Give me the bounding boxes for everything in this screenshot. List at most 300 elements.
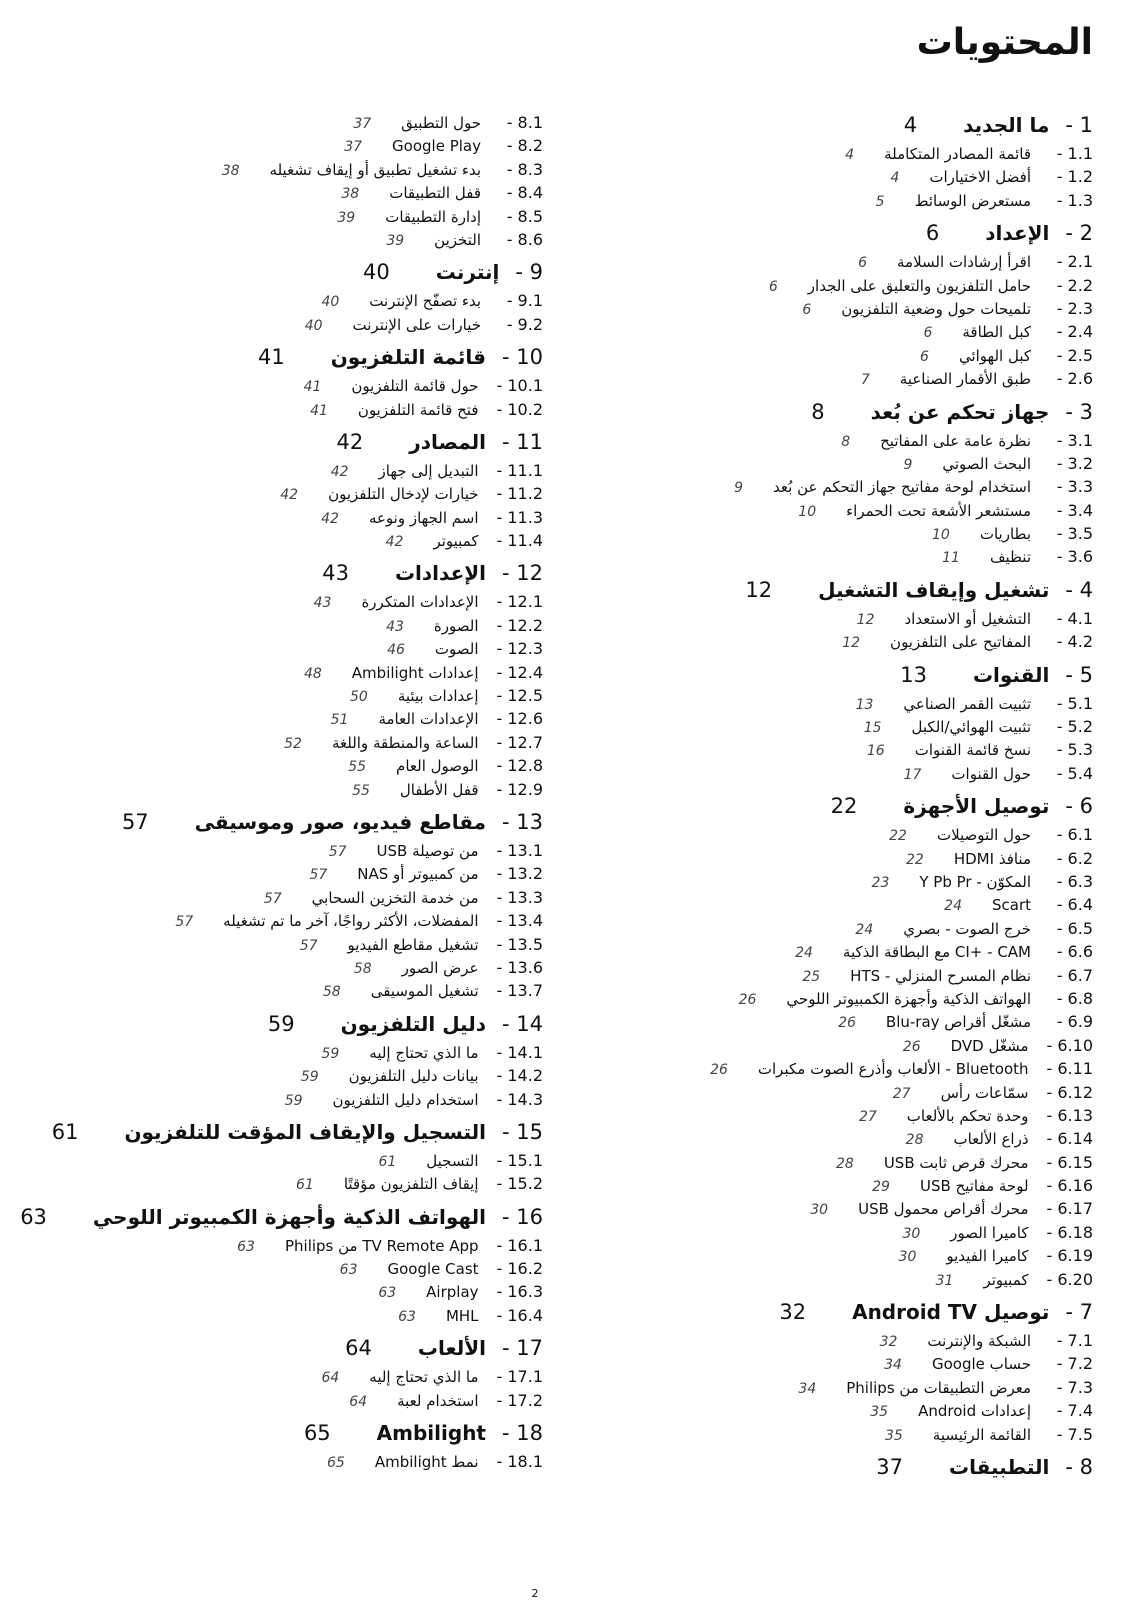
entry-page-number: 25 — [802, 968, 821, 985]
toc-column-right — [710, 113, 1093, 1486]
toc-section-entry[interactable] — [710, 393, 1093, 431]
entry-number: 8.3 - — [506, 159, 543, 179]
entry-number: 6.14 - — [1046, 1129, 1093, 1149]
toc-entry[interactable] — [20, 864, 543, 887]
entry-number: 17.1 - — [496, 1367, 543, 1387]
toc-entry[interactable] — [20, 1282, 543, 1305]
toc-entry[interactable] — [710, 895, 1093, 918]
toc-column-left — [20, 113, 543, 1475]
toc-entry[interactable] — [710, 1012, 1093, 1035]
section-page-number: 42 — [336, 429, 364, 454]
toc-entry[interactable] — [710, 322, 1093, 345]
entry-page-number: 23 — [871, 874, 890, 891]
toc-entry[interactable] — [20, 1090, 543, 1113]
entry-title: وحدة تحكم بالألعاب — [906, 1106, 1029, 1125]
section-page-number: 40 — [362, 260, 390, 285]
entry-title: Scart — [991, 896, 1031, 915]
entry-number: 9.1 - — [506, 291, 543, 311]
toc-entry[interactable] — [20, 484, 543, 507]
entry-title: CI+ - CAM مع البطاقة الذكية — [842, 943, 1031, 962]
entry-page-number: 38 — [341, 186, 360, 203]
toc-entry[interactable] — [710, 252, 1093, 275]
toc-entry[interactable] — [20, 1452, 543, 1475]
entry-page-number: 7 — [860, 372, 870, 389]
entry-page-number: 16 — [866, 743, 885, 760]
toc-entry[interactable] — [710, 1425, 1093, 1448]
entry-title: المكوّن - Y Pb Pr — [919, 872, 1031, 891]
entry-page-number: 30 — [902, 1225, 921, 1242]
toc-entry[interactable] — [710, 1059, 1093, 1082]
entry-page-number: 10 — [798, 503, 817, 520]
entry-page-number: 57 — [299, 937, 318, 954]
section-page-number: 6 — [925, 221, 940, 246]
section-number: 2 - — [1065, 221, 1093, 246]
entry-title: Airplay — [426, 1283, 479, 1302]
entry-page-number: 43 — [386, 618, 404, 635]
section-title: الإعداد — [985, 221, 1050, 246]
entry-number: 6.1 - — [1056, 825, 1093, 845]
toc-entry[interactable] — [20, 911, 543, 934]
section-title: التطبيقات — [949, 1454, 1050, 1479]
toc-entry[interactable] — [710, 966, 1093, 989]
entry-number: 10.2 - — [496, 399, 543, 419]
entry-title: أفضل الاختيارات — [929, 168, 1031, 187]
toc-entry[interactable] — [710, 276, 1093, 299]
toc-entry[interactable] — [20, 508, 543, 531]
entry-page-number: 26 — [838, 1015, 856, 1032]
toc-entry[interactable] — [710, 849, 1093, 872]
toc-entry[interactable] — [20, 113, 543, 136]
toc-entry[interactable] — [710, 454, 1093, 477]
entry-page-number: 34 — [798, 1380, 817, 1397]
toc-entry[interactable] — [710, 369, 1093, 392]
toc-section — [20, 113, 543, 253]
toc-section-entry[interactable] — [20, 338, 543, 376]
toc-entry[interactable] — [710, 717, 1093, 740]
toc-entry[interactable] — [710, 144, 1093, 167]
toc-entry[interactable] — [20, 780, 543, 803]
toc-section — [20, 554, 543, 803]
entry-title: Google Cast — [387, 1260, 479, 1279]
toc-entry[interactable] — [710, 764, 1093, 787]
entry-page-number: 30 — [898, 1249, 917, 1266]
entry-title: مشغّل DVD — [950, 1036, 1029, 1055]
entry-page-number: 22 — [889, 828, 907, 845]
entry-title: الصورة — [433, 616, 479, 635]
entry-page-number: 61 — [378, 1153, 397, 1170]
toc-section-entry[interactable] — [20, 554, 543, 592]
toc-entry[interactable] — [20, 1306, 543, 1329]
toc-entry[interactable] — [20, 1043, 543, 1066]
toc-entry[interactable] — [20, 709, 543, 732]
toc-entry[interactable] — [20, 531, 543, 554]
toc-entry[interactable] — [710, 694, 1093, 717]
entry-title: نظرة عامة على المفاتيح — [880, 431, 1031, 450]
entry-number: 2.5 - — [1056, 345, 1093, 365]
entry-page-number: 6 — [920, 348, 929, 365]
section-number: 3 - — [1065, 399, 1093, 424]
entry-page-number: 64 — [321, 1370, 340, 1387]
entry-number: 6.5 - — [1056, 918, 1093, 938]
entry-page-number: 63 — [378, 1285, 397, 1302]
entry-page-number: 32 — [879, 1334, 898, 1351]
entry-number: 6.12 - — [1046, 1082, 1093, 1102]
toc-entry[interactable] — [710, 299, 1093, 322]
toc-entry[interactable] — [710, 524, 1093, 547]
entry-title: كاميرا الفيديو — [946, 1247, 1029, 1266]
toc-entry[interactable] — [710, 632, 1093, 655]
toc-entry[interactable] — [20, 183, 543, 206]
entry-number: 13.1 - — [496, 840, 543, 860]
entry-number: 2.1 - — [1056, 252, 1093, 272]
entry-number: 13.7 - — [496, 981, 543, 1001]
entry-number: 5.4 - — [1056, 763, 1093, 783]
entry-number: 2.2 - — [1056, 275, 1093, 295]
entry-title: اقرأ إرشادات السلامة — [897, 253, 1031, 272]
toc-entry[interactable] — [20, 1174, 543, 1197]
toc-entry[interactable] — [20, 1259, 543, 1282]
toc-section-entry[interactable] — [710, 787, 1093, 825]
toc-entry[interactable] — [710, 609, 1093, 632]
entry-page-number: 8 — [841, 433, 851, 450]
entry-number: 6.18 - — [1046, 1222, 1093, 1242]
entry-page-number: 24 — [795, 945, 813, 962]
entry-number: 2.6 - — [1056, 369, 1093, 389]
entry-page-number: 17 — [903, 766, 922, 783]
entry-title: عرض الصور — [401, 958, 479, 977]
toc-entry[interactable] — [20, 315, 543, 338]
entry-number: 4.1 - — [1056, 608, 1093, 628]
section-title: القنوات — [972, 662, 1050, 687]
entry-page-number: 31 — [935, 1272, 954, 1289]
toc-section-entry[interactable] — [710, 1293, 1093, 1331]
entry-title: تشغيل الموسيقى — [370, 982, 479, 1001]
entry-title: إعدادات Ambilight — [351, 663, 479, 682]
entry-title: التخزين — [434, 230, 481, 249]
section-number: 8 - — [1065, 1454, 1093, 1479]
section-page-number: 22 — [830, 794, 858, 819]
entry-page-number: 12 — [842, 635, 861, 652]
entry-page-number: 59 — [300, 1069, 319, 1086]
toc-entry[interactable] — [710, 477, 1093, 500]
toc-entry[interactable] — [710, 872, 1093, 895]
section-number: 12 - — [502, 561, 543, 586]
entry-title: التشغيل أو الاستعداد — [904, 609, 1031, 628]
entry-number: 6.13 - — [1046, 1105, 1093, 1125]
toc-entry[interactable] — [710, 1036, 1093, 1059]
toc-entry[interactable] — [20, 230, 543, 253]
toc-entry[interactable] — [20, 888, 543, 911]
entry-number: 16.4 - — [496, 1305, 543, 1325]
entry-page-number: 42 — [330, 463, 349, 480]
entry-page-number: 52 — [284, 735, 302, 752]
entry-title: كبل الطاقة — [962, 323, 1031, 342]
toc-section-entry[interactable] — [20, 1414, 543, 1452]
entry-number: 12.2 - — [496, 615, 543, 635]
toc-entry[interactable] — [710, 1176, 1093, 1199]
entry-number: 7.3 - — [1056, 1377, 1093, 1397]
entry-page-number: 13 — [855, 696, 874, 713]
section-page-number: 64 — [345, 1336, 372, 1361]
toc-entry[interactable] — [710, 1401, 1093, 1424]
entry-number: 13.5 - — [496, 934, 543, 954]
entry-title: المفضلات، الأكثر رواجًا، آخر ما تم تشغيله — [223, 912, 479, 931]
entry-number: 6.3 - — [1056, 871, 1093, 891]
entry-number: 6.11 - — [1046, 1059, 1093, 1079]
toc-section-entry[interactable] — [710, 214, 1093, 252]
toc-entry[interactable] — [710, 1083, 1093, 1106]
entry-page-number: 28 — [835, 1155, 854, 1172]
toc-entry[interactable] — [20, 756, 543, 779]
entry-page-number: 12 — [856, 611, 875, 628]
entry-title: تلميحات حول وضعية التلفزيون — [841, 299, 1031, 318]
entry-page-number: 24 — [944, 898, 962, 915]
section-page-number: 65 — [303, 1421, 331, 1446]
entry-title: نمط Ambilight — [374, 1453, 479, 1472]
toc-section-entry[interactable] — [20, 1198, 543, 1236]
entry-number: 17.2 - — [496, 1390, 543, 1410]
entry-page-number: 4 — [890, 170, 900, 187]
entry-title: إعدادات بيئية — [397, 687, 479, 706]
entry-number: 12.3 - — [496, 639, 543, 659]
section-number: 1 - — [1065, 113, 1093, 137]
section-page-number: 43 — [322, 561, 349, 586]
section-title: الهواتف الذكية وأجهزة الكمبيوتر اللوحي — [92, 1204, 486, 1229]
toc-entry[interactable] — [20, 1151, 543, 1174]
entry-title: المفاتيح على التلفزيون — [890, 633, 1031, 652]
toc-entry[interactable] — [710, 547, 1093, 570]
entry-number: 6.19 - — [1046, 1246, 1093, 1266]
entry-title: إيقاف التلفزيون مؤقتًا — [343, 1175, 479, 1194]
entry-page-number: 26 — [710, 1062, 728, 1079]
entry-title: محرك قرص ثابت USB — [883, 1153, 1029, 1172]
section-page-number: 4 — [903, 113, 918, 137]
toc-entry[interactable] — [710, 942, 1093, 965]
section-number: 13 - — [502, 809, 543, 834]
toc-entry[interactable] — [20, 733, 543, 756]
toc-entry[interactable] — [20, 136, 543, 159]
entry-number: 7.2 - — [1056, 1354, 1093, 1374]
toc-entry[interactable] — [710, 1153, 1093, 1176]
entry-page-number: 57 — [328, 843, 347, 860]
section-number: 6 - — [1065, 794, 1093, 819]
toc-entry[interactable] — [20, 981, 543, 1004]
entry-title: الساعة والمنطقة واللغة — [331, 733, 479, 752]
entry-title: MHL — [445, 1306, 479, 1325]
entry-page-number: 63 — [237, 1238, 255, 1255]
entry-number: 4.2 - — [1056, 632, 1093, 652]
entry-page-number: 27 — [892, 1085, 911, 1102]
toc-entry[interactable] — [710, 919, 1093, 942]
toc-section-entry[interactable] — [20, 1113, 543, 1151]
entry-title: كمبيوتر — [983, 1270, 1029, 1289]
entry-page-number: 57 — [175, 914, 194, 931]
toc-entry[interactable] — [710, 1270, 1093, 1293]
entry-number: 11.1 - — [496, 460, 543, 480]
toc-section-entry[interactable] — [20, 423, 543, 461]
entry-page-number: 41 — [303, 379, 322, 396]
entry-number: 9.2 - — [506, 314, 543, 334]
page-title: المحتويات — [916, 22, 1093, 63]
entry-number: 3.1 - — [1056, 430, 1093, 450]
entry-page-number: 27 — [858, 1108, 877, 1125]
entry-page-number: 58 — [322, 984, 341, 1001]
entry-title: بدء تشغيل تطبيق أو إيقاف تشغيله — [269, 160, 481, 179]
toc-entry[interactable] — [710, 1199, 1093, 1222]
entry-number: 2.4 - — [1056, 322, 1093, 342]
entry-number: 12.5 - — [496, 686, 543, 706]
entry-number: 5.2 - — [1056, 717, 1093, 737]
toc-entry[interactable] — [710, 191, 1093, 214]
toc-section-entry[interactable] — [710, 1448, 1093, 1486]
entry-number: 6.15 - — [1046, 1152, 1093, 1172]
entry-page-number: 57 — [309, 867, 328, 884]
entry-title: التسجيل — [426, 1151, 479, 1170]
toc-entry[interactable] — [20, 616, 543, 639]
toc-entry[interactable] — [710, 1106, 1093, 1129]
entry-title: حول التطبيق — [401, 114, 481, 132]
entry-number: 8.5 - — [506, 206, 543, 226]
entry-title: البحث الصوتي — [942, 454, 1031, 473]
entry-title: الإعدادات المتكررة — [361, 593, 479, 612]
toc-entry[interactable] — [20, 1236, 543, 1259]
toc-entry[interactable] — [20, 592, 543, 615]
entry-number: 7.1 - — [1056, 1331, 1093, 1351]
section-page-number: 63 — [20, 1204, 47, 1229]
toc-entry[interactable] — [20, 663, 543, 686]
entry-title: حول القنوات — [951, 764, 1031, 783]
toc-entry[interactable] — [20, 958, 543, 981]
entry-title: التبديل إلى جهاز — [378, 461, 479, 480]
toc-entry[interactable] — [20, 1066, 543, 1089]
toc-entry[interactable] — [710, 989, 1093, 1012]
entry-title: الإعدادات العامة — [378, 710, 479, 729]
toc-entry[interactable] — [20, 686, 543, 709]
entry-page-number: 37 — [353, 116, 372, 132]
toc-section-entry[interactable] — [710, 113, 1093, 144]
section-page-number: 61 — [51, 1119, 79, 1144]
toc-entry[interactable] — [710, 825, 1093, 848]
toc-section-entry[interactable] — [20, 1329, 543, 1367]
toc-entry[interactable] — [20, 841, 543, 864]
entry-number: 15.2 - — [496, 1174, 543, 1194]
toc-entry[interactable] — [20, 935, 543, 958]
entry-page-number: 6 — [858, 255, 868, 272]
toc-entry[interactable] — [20, 1367, 543, 1390]
entry-page-number: 64 — [349, 1393, 368, 1410]
toc-entry[interactable] — [20, 400, 543, 423]
entry-title: قفل التطبيقات — [389, 184, 481, 203]
section-title: الألعاب — [417, 1336, 486, 1361]
entry-title: حساب Google — [931, 1355, 1031, 1374]
entry-page-number: 61 — [296, 1177, 314, 1194]
toc-entry[interactable] — [710, 740, 1093, 763]
toc-entry[interactable] — [710, 1378, 1093, 1401]
section-title: إنترنت — [435, 260, 500, 285]
entry-page-number: 42 — [280, 487, 299, 504]
entry-page-number: 35 — [884, 1427, 903, 1444]
entry-title: كاميرا الصور — [950, 1223, 1029, 1242]
toc-entry[interactable] — [20, 639, 543, 662]
toc-section — [710, 571, 1093, 656]
entry-title: سمّاعات رأس — [940, 1083, 1029, 1102]
entry-title: كبل الهوائي — [958, 346, 1031, 365]
toc-section — [710, 787, 1093, 1293]
entry-number: 12.9 - — [496, 779, 543, 799]
entry-title: استخدام لعبة — [397, 1391, 479, 1410]
toc-entry[interactable] — [710, 1129, 1093, 1152]
section-title: تشغيل وإيقاف التشغيل — [818, 577, 1050, 602]
entry-page-number: 9 — [903, 456, 913, 473]
toc-section — [710, 1448, 1093, 1486]
toc-section-entry[interactable] — [20, 253, 543, 291]
entry-title: حول التوصيلات — [936, 826, 1031, 845]
toc-entry[interactable] — [20, 1391, 543, 1414]
entry-title: لوحة مفاتيح USB — [919, 1177, 1029, 1196]
toc-entry[interactable] — [710, 1331, 1093, 1354]
toc-section-entry[interactable] — [20, 1005, 543, 1043]
toc-entry[interactable] — [20, 291, 543, 314]
section-page-number: 37 — [876, 1454, 904, 1479]
entry-number: 10.1 - — [496, 376, 543, 396]
entry-number: 11.3 - — [496, 507, 543, 527]
entry-number: 13.3 - — [496, 887, 543, 907]
toc-entry[interactable] — [710, 346, 1093, 369]
toc-entry[interactable] — [20, 461, 543, 484]
entry-title: تشغيل مقاطع الفيديو — [347, 935, 479, 954]
entry-title: الصوت — [434, 640, 479, 659]
entry-title: حامل التلفزيون والتعليق على الجدار — [807, 276, 1031, 295]
toc-entry[interactable] — [710, 501, 1093, 524]
section-page-number: 41 — [258, 345, 285, 370]
section-title: توصيل الأجهزة — [903, 794, 1050, 819]
toc-entry[interactable] — [710, 431, 1093, 454]
toc-entry[interactable] — [710, 1246, 1093, 1269]
entry-page-number: 43 — [313, 595, 332, 612]
section-number: 17 - — [502, 1336, 543, 1361]
toc-section — [710, 1293, 1093, 1448]
toc-entry[interactable] — [20, 160, 543, 183]
entry-title: Google Play — [392, 137, 481, 156]
entry-title: الهواتف الذكية وأجهزة الكمبيوتر اللوحي — [786, 989, 1031, 1008]
entry-page-number: 6 — [802, 301, 812, 318]
entry-page-number: 34 — [884, 1357, 902, 1374]
section-title: جهاز تحكم عن بُعد — [870, 399, 1050, 424]
toc-section-entry[interactable] — [710, 656, 1093, 694]
entry-number: 16.1 - — [496, 1235, 543, 1255]
section-title: Ambilight — [376, 1421, 486, 1446]
toc-entry[interactable] — [20, 376, 543, 399]
entry-number: 8.2 - — [506, 136, 543, 156]
toc-entry[interactable] — [710, 167, 1093, 190]
entry-number: 14.2 - — [496, 1066, 543, 1086]
entry-title: نظام المسرح المنزلي - HTS — [850, 966, 1031, 985]
toc-entry[interactable] — [20, 207, 543, 230]
section-number: 10 - — [502, 345, 543, 370]
toc-entry[interactable] — [710, 1354, 1093, 1377]
toc-section-entry[interactable] — [20, 803, 543, 841]
toc-section-entry[interactable] — [710, 571, 1093, 609]
entry-title: قفل الأطفال — [399, 780, 479, 799]
entry-number: 6.16 - — [1046, 1176, 1093, 1196]
toc-entry[interactable] — [710, 1223, 1093, 1246]
section-title: قائمة التلفزيون — [330, 345, 486, 370]
entry-title: استخدام دليل التلفزيون — [332, 1090, 479, 1109]
section-title: دليل التلفزيون — [340, 1011, 486, 1036]
entry-page-number: 37 — [344, 139, 363, 156]
entry-page-number: 9 — [734, 480, 744, 497]
toc-section — [710, 656, 1093, 788]
